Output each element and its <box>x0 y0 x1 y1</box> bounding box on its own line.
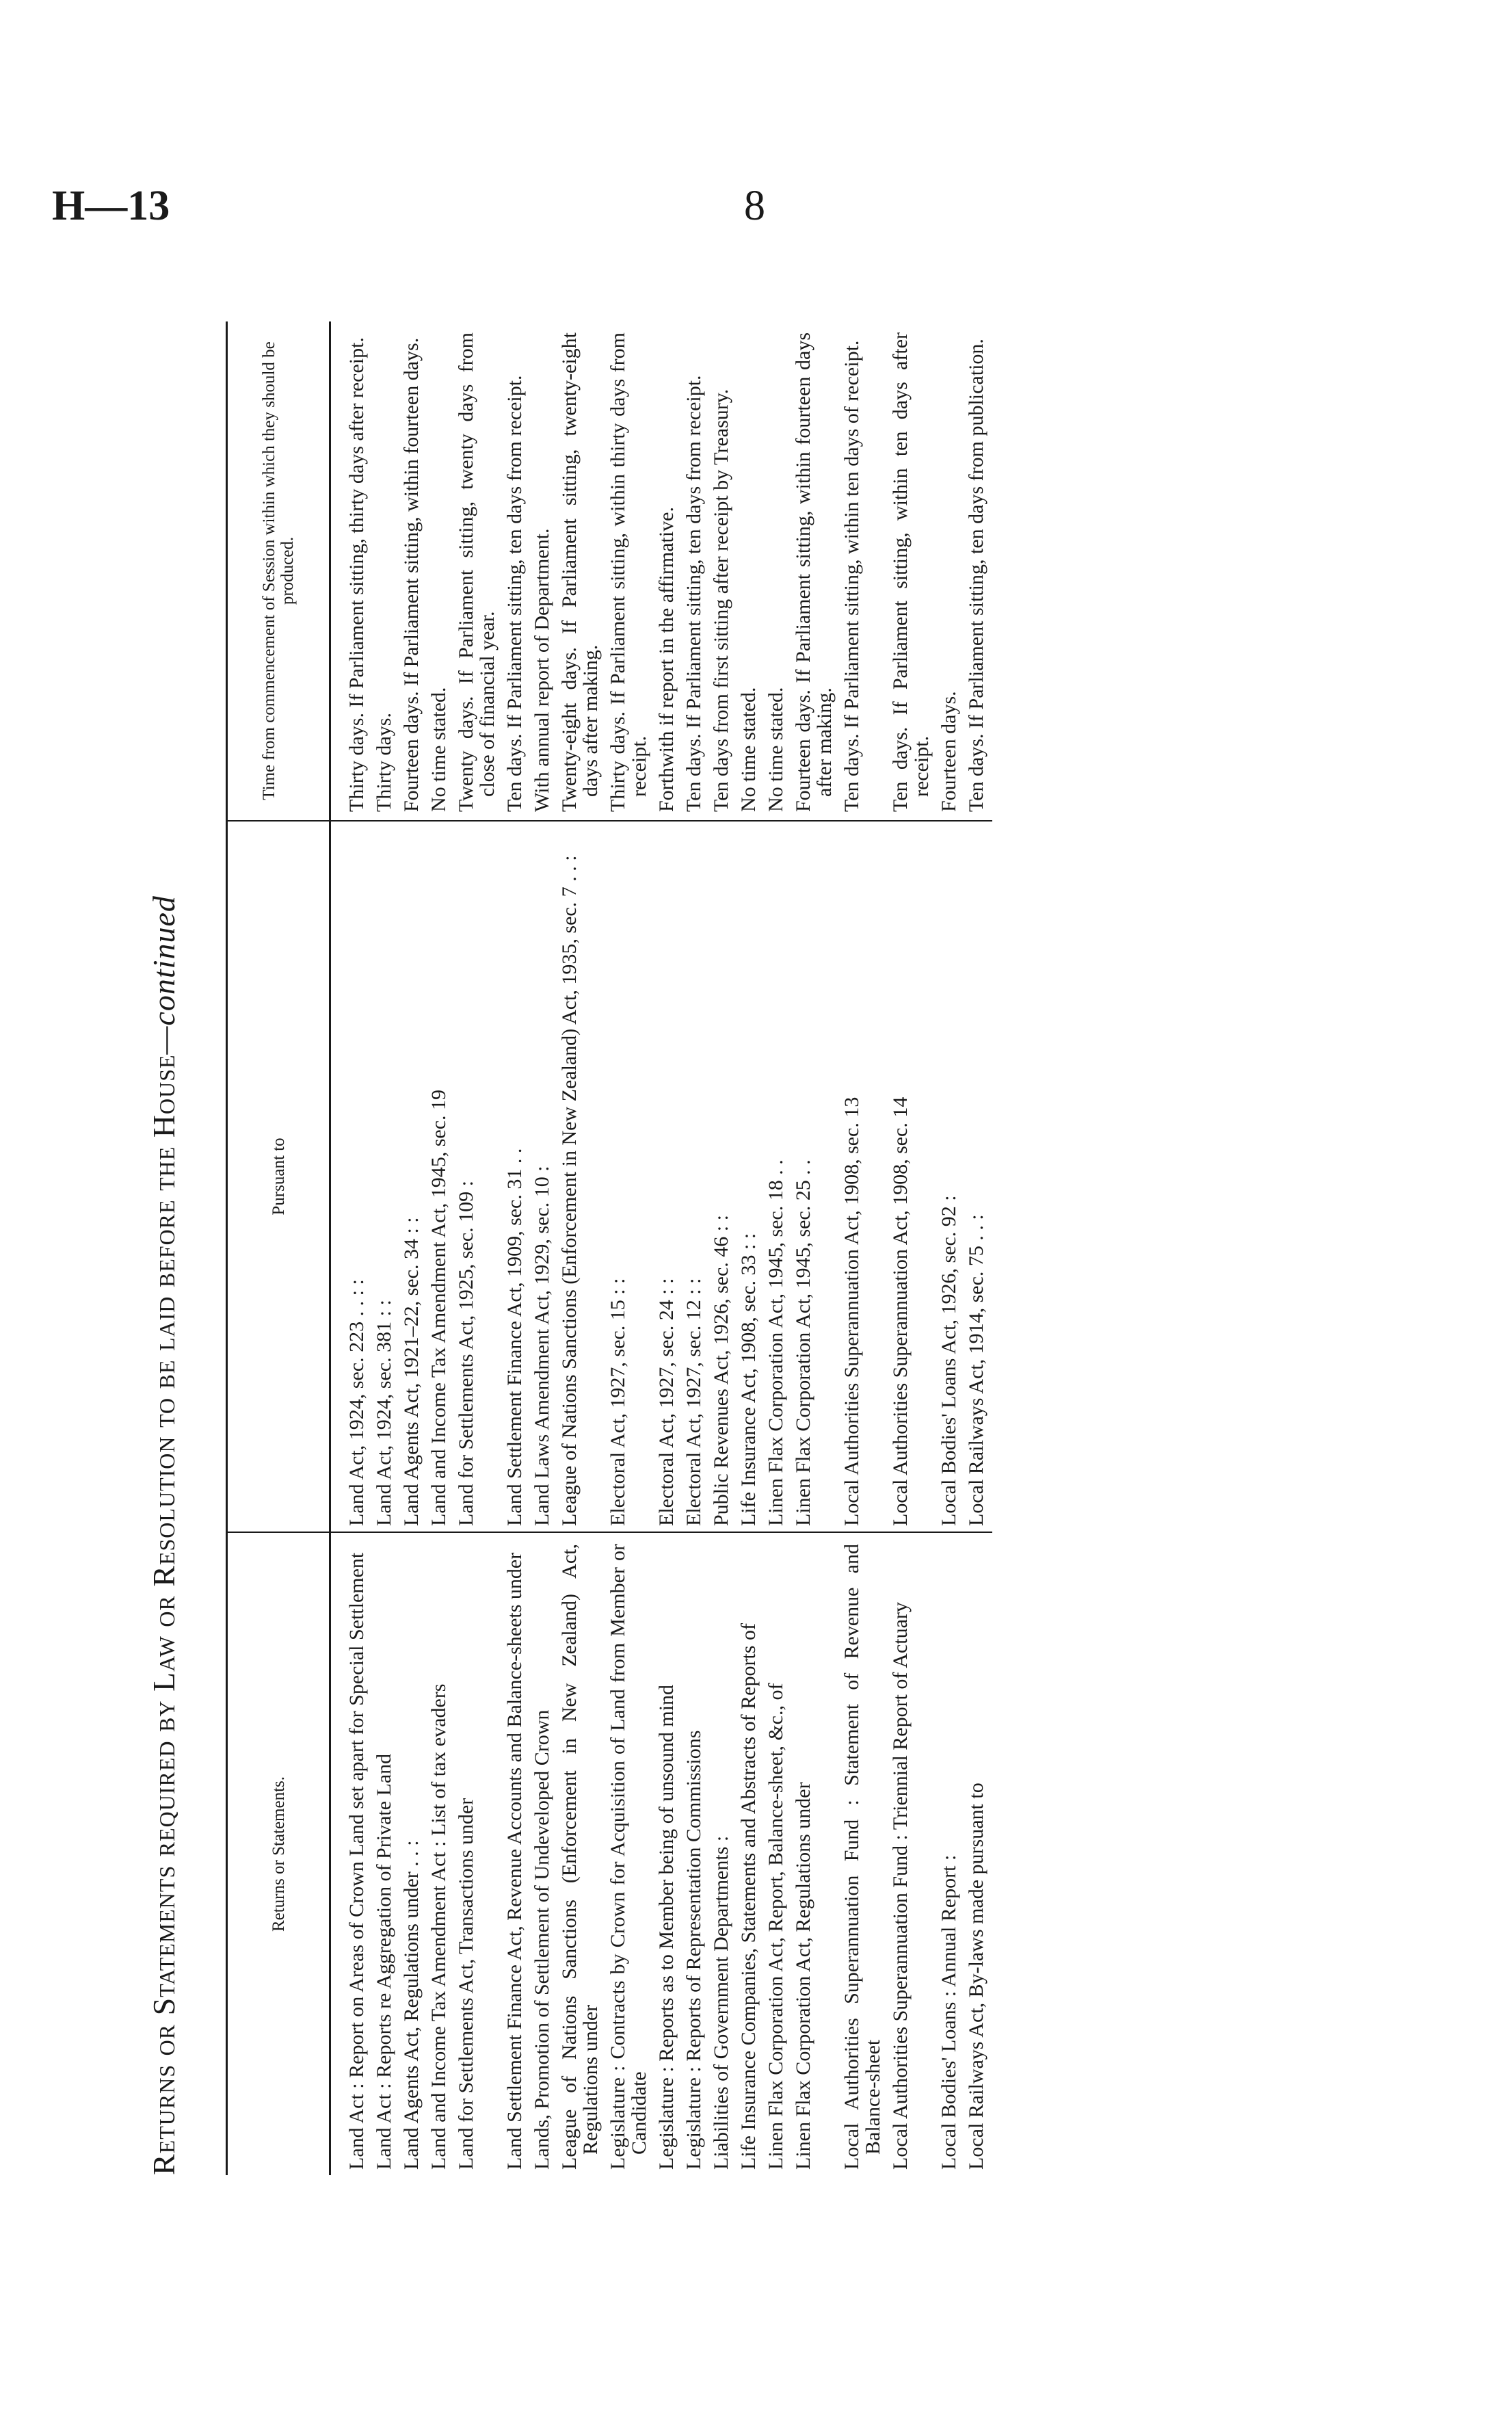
column-header-pursuant: Pursuant to <box>227 821 330 1532</box>
table-row <box>792 321 840 2175</box>
cell-returns: Linen Flax Corporation Act, Report, Balance-sheet, &c., of <box>765 1683 787 2170</box>
cell-pursuant: Linen Flax Corporation Act, 1945, sec. 25 . . <box>792 821 840 1532</box>
cell-time: Fourteen days. If Parliament sitting, within fourteen days after making. <box>792 321 840 821</box>
cell-returns: Local Bodies' Loans : Annual Report : <box>938 1854 960 2170</box>
table-row <box>558 321 607 2175</box>
cell-time: Ten days from first sitting after receipt by Treasury. <box>710 321 737 821</box>
cell-pursuant: Electoral Act, 1927, sec. 12 : : <box>682 821 710 1532</box>
table-row <box>682 321 710 2175</box>
cell-time: Fourteen days. If Parliament sitting, within fourteen days. <box>400 321 427 821</box>
cell-time: No time stated. <box>765 321 792 821</box>
cell-returns: Local Railways Act, By-laws made pursuant to <box>965 1783 987 2170</box>
cell-time: Ten days. If Parliament sitting, within ten days of receipt. <box>840 321 889 821</box>
table-row <box>607 321 655 2175</box>
cell-returns: Land Agents Act, Regulations under . . : <box>400 1840 423 2170</box>
cell-returns: Life Insurance Companies, Statements and Abstracts of Reports of <box>737 1623 760 2170</box>
table-row <box>400 321 427 2175</box>
cell-time: Thirty days. If Parliament sitting, within thirty days from receipt. <box>607 321 655 821</box>
cell-pursuant: Land Act, 1924, sec. 381 : : <box>373 821 400 1532</box>
cell-time: Fourteen days. <box>938 321 965 821</box>
cell-returns: Lands, Promotion of Settlement of Undeveloped Crown <box>531 1709 553 2170</box>
table-header-row <box>227 321 330 2175</box>
cell-time: Ten days. If Parliament sitting, ten days from receipt. <box>503 321 531 821</box>
cell-pursuant: Electoral Act, 1927, sec. 15 : : <box>607 821 655 1532</box>
cell-time: Ten days. If Parliament sitting, ten days from publication. <box>965 321 992 821</box>
cell-pursuant: Electoral Act, 1927, sec. 24 : : <box>655 821 682 1532</box>
cell-returns: Local Authorities Superannuation Fund : Triennial Report of Actuary <box>889 1602 912 2170</box>
cell-time: No time stated. <box>427 321 455 821</box>
cell-pursuant: Local Bodies' Loans Act, 1926, sec. 92 : <box>938 821 965 1532</box>
cell-returns: Land Act : Report on Areas of Crown Land set apart for Special Settlement <box>345 1552 368 2170</box>
table-row <box>889 321 938 2175</box>
table-row <box>965 321 992 2175</box>
page-number: 8 <box>744 183 765 229</box>
cell-pursuant: Life Insurance Act, 1908, sec. 33 : : <box>737 821 765 1532</box>
column-header-time: Time from commencement of Session within which they should be produced. <box>227 321 330 821</box>
cell-pursuant: Land and Income Tax Amendment Act, 1945, sec. 19 <box>427 821 455 1532</box>
cell-returns: Liabilities of Government Departments : <box>710 1835 732 2170</box>
cell-returns: Linen Flax Corporation Act, Regulations under <box>792 1782 814 2170</box>
document-code: H—13 <box>52 183 170 229</box>
cell-pursuant: Public Revenues Act, 1926, sec. 46 : : <box>710 821 737 1532</box>
cell-time: Twenty-eight days. If Parliament sitting, twenty-eight days after making. <box>558 321 607 821</box>
table-row <box>737 321 765 2175</box>
cell-time: Ten days. If Parliament sitting, within ten days after receipt. <box>889 321 938 821</box>
table-title-continued: —continued <box>146 895 181 1055</box>
table-row <box>455 321 503 2175</box>
cell-returns: Land Settlement Finance Act, Revenue Accounts and Balance-sheets under <box>503 1552 526 2170</box>
cell-pursuant: Local Authorities Superannuation Act, 1908, sec. 14 <box>889 821 938 1532</box>
column-header-returns: Returns or Statements. <box>227 1532 330 2175</box>
table-row <box>373 321 400 2175</box>
table-row <box>503 321 531 2175</box>
cell-pursuant: Land Laws Amendment Act, 1929, sec. 10 : <box>531 821 558 1532</box>
table-row <box>765 321 792 2175</box>
cell-time: Twenty days. If Parliament sitting, twenty days from close of financial year. <box>455 321 503 821</box>
cell-pursuant: Land for Settlements Act, 1925, sec. 109 : <box>455 821 503 1532</box>
cell-pursuant: League of Nations Sanctions (Enforcement in New Zealand) Act, 1935, sec. 7 . . : <box>558 821 607 1532</box>
cell-pursuant: Land Act, 1924, sec. 223 . . : : <box>330 821 373 1532</box>
cell-returns: Legislature : Reports as to Member being of unsound mind <box>655 1684 678 2170</box>
table-row <box>427 321 455 2175</box>
rotated-table-block <box>123 321 1375 2175</box>
table-row <box>840 321 889 2175</box>
cell-time: Thirty days. If Parliament sitting, thirty days after receipt. <box>330 321 373 821</box>
cell-time: No time stated. <box>737 321 765 821</box>
cell-pursuant: Local Railways Act, 1914, sec. 75 . . : <box>965 821 992 1532</box>
cell-returns: League of Nations Sanctions (Enforcement in New Zealand) Act, Regulations under <box>558 1544 602 2170</box>
cell-returns: Legislature : Reports of Representation Commissions <box>682 1730 705 2170</box>
table-title-main: Returns or Statements required by Law or Resolution to be laid before the House <box>146 1054 181 2175</box>
cell-time: With annual report of Department. <box>531 321 558 821</box>
table-row <box>531 321 558 2175</box>
returns-table <box>226 321 992 2175</box>
cell-time: Ten days. If Parliament sitting, ten days from receipt. <box>682 321 710 821</box>
cell-returns: Land and Income Tax Amendment Act : List of tax evaders <box>427 1683 450 2170</box>
cell-returns: Land Act : Reports re Aggregation of Private Land <box>373 1753 395 2170</box>
cell-pursuant: Land Agents Act, 1921–22, sec. 34 : : <box>400 821 427 1532</box>
table-title <box>123 321 205 2175</box>
cell-returns: Local Authorities Superannuation Fund : Statement of Revenue and Balance-sheet <box>840 1544 884 2170</box>
cell-pursuant: Local Authorities Superannuation Act, 1908, sec. 13 <box>840 821 889 1532</box>
table-row <box>330 321 373 2175</box>
cell-pursuant: Land Settlement Finance Act, 1909, sec. 31 . . <box>503 821 531 1532</box>
cell-time: Forthwith if report in the affirmative. <box>655 321 682 821</box>
cell-returns: Legislature : Contracts by Crown for Acquisition of Land from Member or Candidate <box>607 1544 650 2170</box>
cell-returns: Land for Settlements Act, Transactions under <box>455 1798 477 2170</box>
cell-time: Thirty days. <box>373 321 400 821</box>
table-row <box>938 321 965 2175</box>
cell-pursuant: Linen Flax Corporation Act, 1945, sec. 18 . . <box>765 821 792 1532</box>
table-row <box>710 321 737 2175</box>
table-row <box>655 321 682 2175</box>
